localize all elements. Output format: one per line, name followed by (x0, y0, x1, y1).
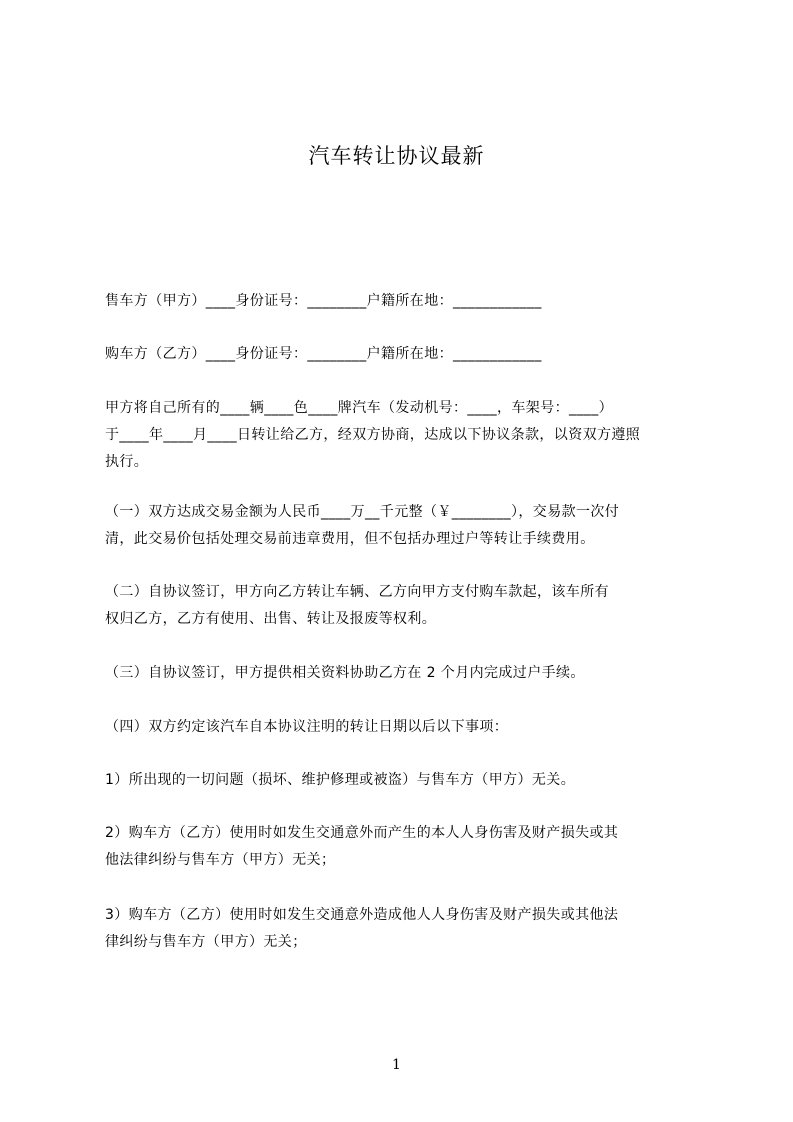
vehicle-description-paragraph (105, 395, 703, 476)
clause-1-paragraph (105, 499, 703, 553)
paragraph-line: 1）所出现的一切问题（损坏、维护修理或被盗）与售车方（甲方）无关。 (105, 772, 576, 788)
paragraph-line: （一）双方达成交易金额为人民币____万__千元整（￥________），交易款一次付 (105, 504, 620, 520)
buyer-info-paragraph (105, 341, 703, 368)
paragraph-line: 甲方将自己所有的____辆____色____牌汽车（发动机号：____，车架号：____） (105, 400, 613, 416)
seller-info-paragraph (105, 288, 703, 315)
item-3-paragraph (105, 902, 703, 956)
paragraph-line: 他法律纠纷与售车方（甲方）无关； (105, 852, 336, 868)
paragraph-line: 律纠纷与售车方（甲方）无关； (105, 934, 307, 950)
paragraph-line: 售车方（甲方）____身份证号：________户籍所在地：____________ (105, 293, 542, 309)
paragraph-line: 购车方（乙方）____身份证号：________户籍所在地：____________ (105, 346, 542, 362)
paragraph-line: 3）购车方（乙方）使用时如发生交通意外造成他人人身伤害及财产损失或其他法 (105, 907, 619, 923)
clause-2-paragraph (105, 579, 703, 633)
item-1-paragraph (105, 767, 703, 794)
item-2-paragraph (105, 820, 703, 874)
document-title: 汽车转让协议最新 (308, 144, 485, 168)
paragraph-line: （二）自协议签订，甲方向乙方转让车辆、乙方向甲方支付购车款起，该车所有 (105, 584, 609, 600)
paragraph-line: （四）双方约定该汽车自本协议注明的转让日期以后以下事项： (105, 719, 509, 735)
paragraph-line: 清，此交易价包括处理交易前违章费用，但不包括办理过户等转让手续费用。 (105, 531, 595, 547)
page-number: 1 (392, 1057, 401, 1073)
paragraph-line: 权归乙方，乙方有使用、出售、转让及报废等权利。 (105, 611, 437, 627)
paragraph-line: 执行。 (105, 454, 149, 470)
clause-3-paragraph (105, 660, 703, 687)
paragraph-line: 2）购车方（乙方）使用时如发生交通意外而产生的本人人身伤害及财产损失或其 (105, 825, 619, 841)
paragraph-line: （三）自协议签订，甲方提供相关资料协助乙方在 2 个月内完成过户手续。 (105, 665, 585, 681)
paragraph-line: 于____年____月____日转让给乙方，经双方协商，达成以下协议条款，以资双方遵照 (105, 427, 641, 443)
clause-4-paragraph (105, 714, 703, 741)
